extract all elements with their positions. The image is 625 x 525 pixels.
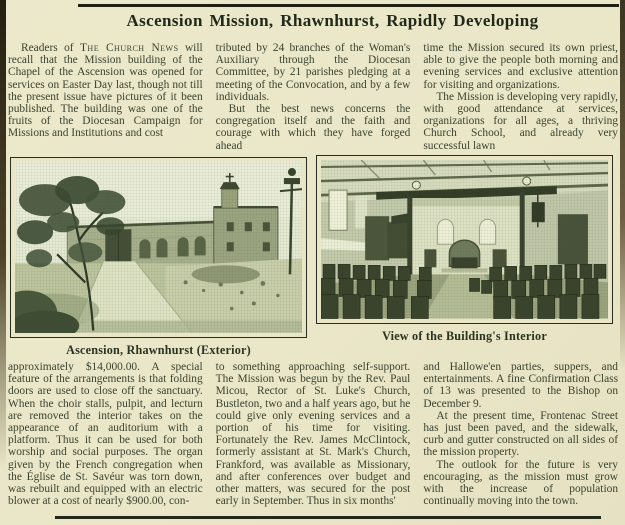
exterior-photo	[15, 162, 302, 333]
column-2-upper	[216, 42, 411, 152]
interior-photo-figure	[316, 155, 613, 344]
article-headline: Ascension Mission, Rhawnhurst, Rapidly Developing	[126, 11, 539, 30]
paragraph: The Mission is developing very rapidly, with good attendance at services, organizations for all ages, a thriving Church School, and already very successful lawn	[423, 90, 619, 152]
arched-window	[178, 237, 189, 256]
parish-house	[214, 207, 278, 268]
column-3-upper	[423, 42, 618, 152]
interior-photo	[321, 160, 608, 319]
column-2-lower	[216, 361, 411, 507]
paragraph: At the present time, Frontenac Street has just been paved, and the sidewalk, curb and gutter constructed on all sides of the mission property.	[423, 409, 619, 459]
paragraph-text: Readers of	[21, 42, 80, 54]
paragraph: approximately $14,000.00. A special feature of the arrangements is that folding doors are used to close off the sanctuary. When the choir stalls, pulpit, and lecturn are removed the interior takes on the appearance of an auditorium with a platform. Thus it can be used for both worship and social purposes. The organ given by the French congregation when the Église de St. Savéur was torn down, was rebuilt and equipped with an electric blower at a cost of nearly $900.00, con-	[8, 361, 203, 508]
ceiling-light	[412, 181, 420, 189]
page-gutter-shadow-left	[0, 0, 6, 470]
window	[329, 190, 347, 230]
upper-text-block	[8, 42, 618, 152]
top-rule	[78, 4, 619, 7]
paragraph: time the Mission secured its own priest, able to give the people both morning and evening services and exclusive attention for visiting and organizations.	[423, 42, 619, 91]
hanging-lantern	[532, 202, 545, 222]
arched-window	[156, 238, 167, 257]
paragraph: and Hallowe'en parties, suppers, and entertainments. A fine Confirmation Class of 13 was presented to the Bishop on December 9.	[423, 361, 619, 410]
organ-cabinet	[365, 216, 389, 260]
lit-panel	[437, 219, 453, 244]
arched-window	[139, 239, 150, 258]
paragraph: But the best news concerns the congregation itself and the faith and courage with which they have forged ahead	[215, 103, 411, 152]
page-edge-shadow-right	[620, 0, 625, 370]
cabinet	[558, 214, 588, 264]
exterior-photo-figure	[10, 157, 307, 358]
lit-panel	[480, 219, 496, 244]
photo-frame	[316, 155, 613, 324]
ceiling-light	[523, 177, 531, 185]
bottom-rule	[55, 516, 601, 519]
column-3-lower	[423, 361, 618, 507]
pulpit	[387, 222, 409, 258]
paragraph: to something approaching self-support. The Mission was begun by the Rev. Paul Micou, Rector of St. Luke's Church, Bustleton, two and a half years ago, but he could give only evening services and a portion of his time for visiting. Fortunately the Rev. James McClintock, formerly assistant at St. Mark's Church, Frankford, was available as Missionary, and after conferences over budget and other matters, was secured for the post early in September. Thus in six months'	[215, 361, 411, 508]
interior-photo-caption: View of the Building's Interior	[382, 328, 547, 343]
paragraph: tributed by 24 branches of the Woman's Auxiliary through the Diocesan Committee, by 21 parishes pledging at a meeting of the Convocation, and by a few individuals.	[215, 42, 411, 103]
column-1-upper	[8, 42, 203, 152]
post	[520, 191, 525, 274]
lower-text-block	[8, 361, 618, 507]
paragraph-text: will recall that the Mission building of the Chapel of the Ascension was opened for services on Easter Day last, though not till the present issue have pictures of it been published. The building was one of the fruits of the Diocesan Campaign for Missions and Institutions and cost	[8, 42, 203, 140]
photo-frame	[10, 157, 307, 338]
column-1-lower	[8, 361, 203, 507]
publication-name: The Church News	[79, 42, 179, 54]
post	[407, 196, 412, 274]
paragraph: The outlook for the future is very encouraging, as the mission must grow with the increase of population continually moving into the town.	[423, 458, 619, 508]
arched-window	[195, 236, 206, 255]
paragraph	[8, 42, 203, 140]
altar	[451, 257, 477, 268]
exterior-photo-caption: Ascension, Rhawnhurst (Exterior)	[66, 342, 251, 357]
